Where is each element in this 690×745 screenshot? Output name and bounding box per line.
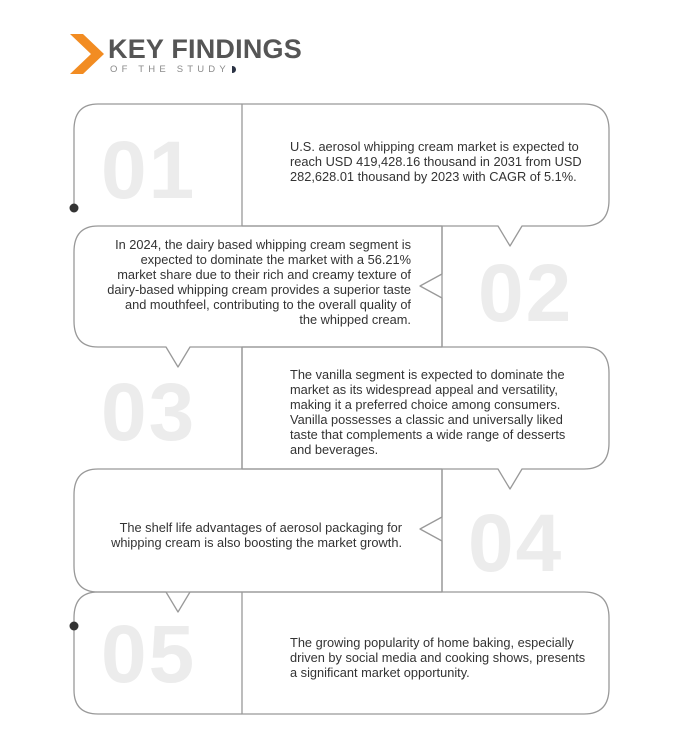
finding-number: 01 (101, 125, 197, 216)
page-subtitle: OF THE STUDY (110, 64, 236, 76)
finding-text: In 2024, the dairy based whipping cream segment is expected to dominate the market with a 56.21% market share due to their rich and creamy texture of dairy-based whipping cream provides a superior taste and mouthfeel, contributing to the overall quality of the whipped cream. (107, 237, 411, 327)
timeline-dot-bottom (70, 622, 79, 631)
finding-text: The growing popularity of home baking, especially driven by social media and cooking shows, presents a significant market opportunity. (290, 635, 586, 680)
finding-text: The vanilla segment is expected to dominate the market as its widespread appeal and versatility, making it a preferred choice among consumers. Vanilla possesses a classic and universally liked taste that complements a wide range of desserts and beverages. (290, 367, 566, 457)
finding-number: 05 (101, 609, 197, 700)
finding-number: 03 (101, 367, 197, 458)
finding-number: 04 (468, 498, 564, 589)
page-title: KEY FINDINGS (108, 34, 302, 64)
finding-text: The shelf life advantages of aerosol packaging for whipping cream is also boosting the market growth. (111, 520, 402, 550)
finding-text: U.S. aerosol whipping cream market is expected to reach USD 419,428.16 thousand in 2031 from USD 282,628.01 thousand by 2023 with CAGR of 5.1%. (290, 139, 582, 184)
finding-number: 02 (478, 248, 574, 339)
timeline-dot-top (70, 204, 79, 213)
